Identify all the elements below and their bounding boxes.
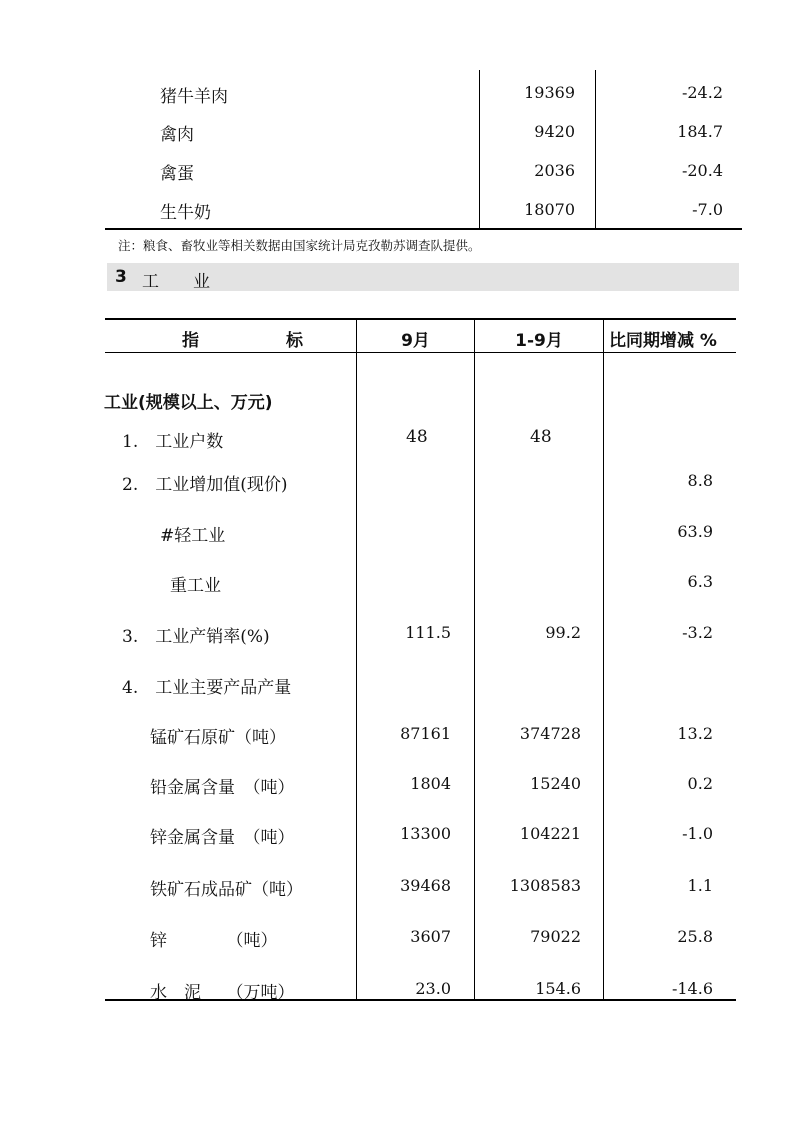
column-divider — [603, 318, 604, 999]
row-cumulative: 1308583 — [509, 876, 581, 895]
row-change: 1.1 — [687, 876, 713, 895]
column-divider — [474, 318, 475, 999]
row-month: 48 — [406, 427, 428, 447]
table-bottom-rule — [105, 228, 742, 230]
row-change: 0.2 — [687, 774, 713, 793]
footnote: 注：粮食、畜牧业等相关数据由国家统计局克孜勒苏调查队提供。 — [118, 238, 481, 253]
header-indicator: 指 — [182, 331, 199, 351]
row-label: 4. 工业主要产品产量 — [122, 678, 292, 698]
row-label: 重工业 — [170, 576, 221, 596]
row-cumulative: 15240 — [530, 774, 581, 793]
row-label: 锰矿石原矿（吨） — [150, 728, 286, 748]
row-month: 87161 — [400, 724, 451, 743]
header-change: 比同期增减 % — [609, 331, 717, 351]
row-label: #轻工业 — [160, 526, 226, 546]
row-value: 19369 — [524, 83, 575, 102]
header-month: 9月 — [401, 331, 430, 351]
row-change: 63.9 — [677, 522, 713, 541]
row-label: 铅金属含量 （吨） — [150, 778, 295, 798]
row-change: 6.3 — [687, 572, 713, 591]
row-change: 184.7 — [677, 122, 723, 141]
row-change: -1.0 — [682, 824, 713, 843]
row-cumulative: 154.6 — [535, 979, 581, 998]
row-change: 8.8 — [687, 471, 713, 490]
section-title: 工 业 — [142, 272, 210, 292]
row-month: 13300 — [400, 824, 451, 843]
row-label: 锌金属含量 （吨） — [150, 828, 295, 848]
table-top-rule — [105, 318, 736, 320]
section-number: 3 — [115, 267, 127, 287]
header-indicator: 标 — [286, 331, 303, 351]
column-divider — [356, 318, 357, 999]
row-value: 2036 — [534, 161, 575, 180]
row-cumulative: 79022 — [530, 927, 581, 946]
row-value: 9420 — [534, 122, 575, 141]
row-change: -3.2 — [682, 623, 713, 642]
row-cumulative: 374728 — [519, 724, 581, 743]
row-label: 1. 工业户数 — [122, 432, 224, 452]
row-month: 1804 — [410, 774, 451, 793]
row-cumulative: 48 — [530, 427, 552, 447]
row-month: 39468 — [400, 876, 451, 895]
row-change: 25.8 — [677, 927, 713, 946]
row-month: 23.0 — [415, 979, 451, 998]
row-label: 禽肉 — [160, 125, 194, 145]
column-divider — [595, 70, 596, 228]
row-change: -7.0 — [692, 200, 723, 219]
row-label: 2. 工业增加值(现价) — [122, 475, 288, 495]
header-cumulative: 1-9月 — [515, 331, 563, 351]
header-rule — [105, 352, 736, 353]
row-month: 3607 — [410, 927, 451, 946]
row-label: 3. 工业产销率(%) — [122, 627, 270, 647]
row-label: 水 泥 （万吨） — [150, 983, 295, 1003]
group-title: 工业(规模以上、万元) — [104, 393, 273, 413]
row-value: 18070 — [524, 200, 575, 219]
row-cumulative: 99.2 — [545, 623, 581, 642]
row-label: 禽蛋 — [160, 164, 194, 184]
row-label: 锌 （吨） — [150, 931, 278, 951]
row-change: 13.2 — [677, 724, 713, 743]
row-cumulative: 104221 — [519, 824, 581, 843]
row-change: -24.2 — [681, 83, 723, 102]
row-label: 铁矿石成品矿（吨） — [150, 880, 303, 900]
row-month: 111.5 — [405, 623, 451, 642]
row-label: 生牛奶 — [160, 203, 211, 223]
row-label: 猪牛羊肉 — [160, 87, 228, 107]
row-change: -14.6 — [671, 979, 713, 998]
row-change: -20.4 — [681, 161, 723, 180]
